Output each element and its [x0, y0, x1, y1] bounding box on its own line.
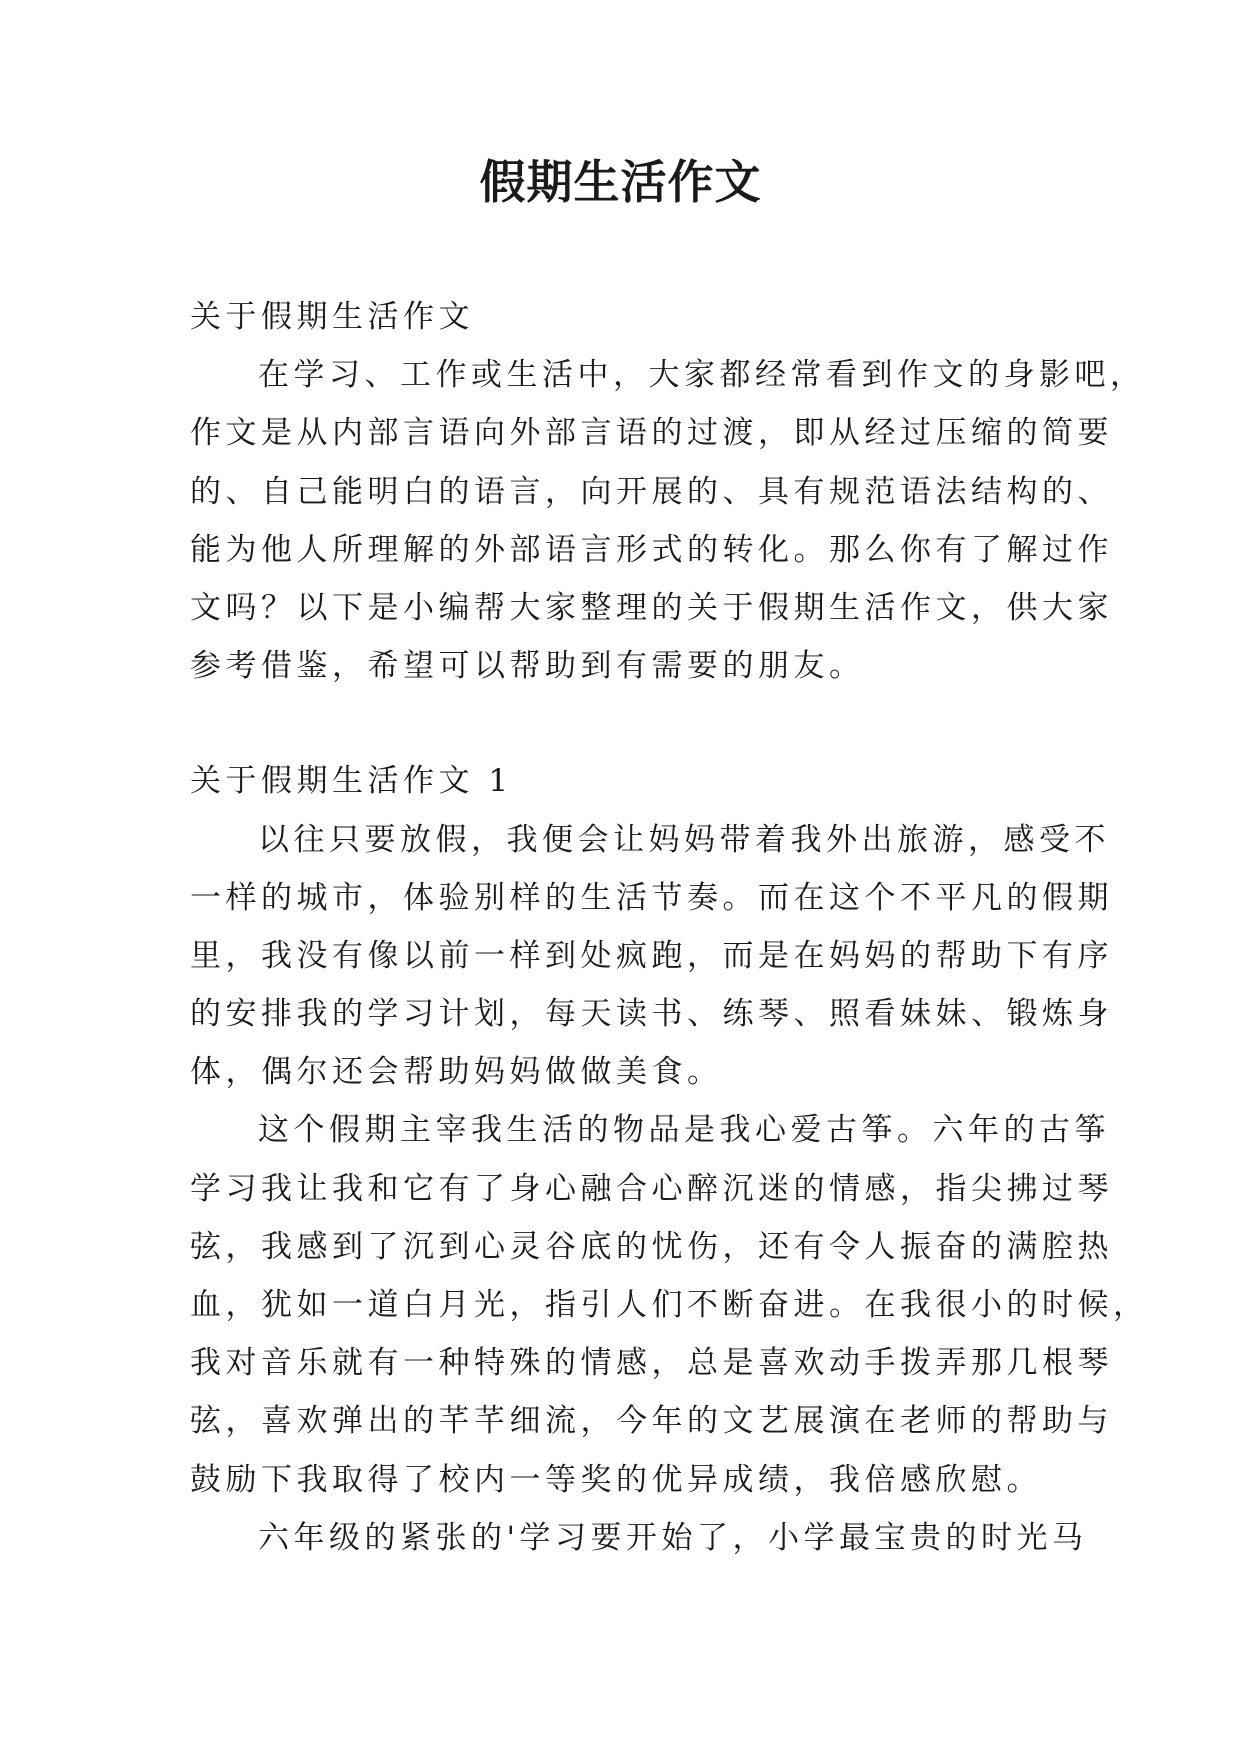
document-body — [190, 288, 1149, 1567]
paragraph-line: 体，偶尔还会帮助妈妈做做美食。 — [190, 1054, 723, 1091]
intro-line: 在学习、工作或生活中，大家都经常看到作文的身影吧， — [258, 357, 1146, 394]
paragraph-line: 鼓励下我取得了校内一等奖的优异成绩，我倍感欣慰。 — [190, 1461, 1042, 1498]
essay-heading: 关于假期生活作文 1 — [190, 763, 513, 800]
paragraph-line: 里，我没有像以前一样到处疯跑，而是在妈妈的帮助下有序 — [190, 937, 1113, 974]
paragraph-line: 血，犹如一道白月光，指引人们不断奋进。在我很小的时候， — [190, 1287, 1149, 1323]
intro-line: 文吗？以下是小编帮大家整理的关于假期生活作文，供大家 — [190, 589, 1113, 626]
paragraph-line: 学习我让我和它有了身心融合心醉沉迷的情感，指尖拂过琴 — [190, 1170, 1113, 1207]
paragraph-line: 一样的城市，体验别样的生活节奏。而在这个不平凡的假期 — [190, 879, 1113, 916]
intro-line: 的、自己能明白的语言，向开展的、具有规范语法结构的、 — [190, 473, 1113, 510]
paragraph-line: 弦，我感到了沉到心灵谷底的忧伤，还有令人振奋的满腔热 — [190, 1228, 1113, 1265]
paragraph-line: 弦，喜欢弹出的芊芊细流，今年的文艺展演在老师的帮助与 — [190, 1403, 1113, 1440]
intro-heading: 关于假期生活作文 — [190, 299, 474, 335]
intro-line: 能为他人所理解的外部语言形式的转化。那么你有了解过作 — [190, 531, 1113, 568]
intro-line: 作文是从内部言语向外部言语的过渡，即从经过压缩的简要 — [190, 415, 1113, 452]
paragraph-line: 我对音乐就有一种特殊的情感，总是喜欢动手拨弄那几根琴 — [190, 1345, 1113, 1382]
document-title: 假期生活作文 — [479, 155, 762, 209]
section-gap — [190, 695, 1070, 752]
paragraph-line: 六年级的紧张的'学习要开始了，小学最宝贵的时光马 — [258, 1519, 1088, 1556]
paragraph-line: 的安排我的学习计划，每天读书、练琴、照看妹妹、锻炼身 — [190, 996, 1113, 1033]
paragraph-line: 这个假期主宰我生活的物品是我心爱古筝。六年的古筝 — [258, 1112, 1110, 1149]
intro-line: 参考借鉴，希望可以帮助到有需要的朋友。 — [190, 648, 865, 685]
paragraph-line: 以往只要放假，我便会让妈妈带着我外出旅游，感受不 — [258, 821, 1110, 858]
